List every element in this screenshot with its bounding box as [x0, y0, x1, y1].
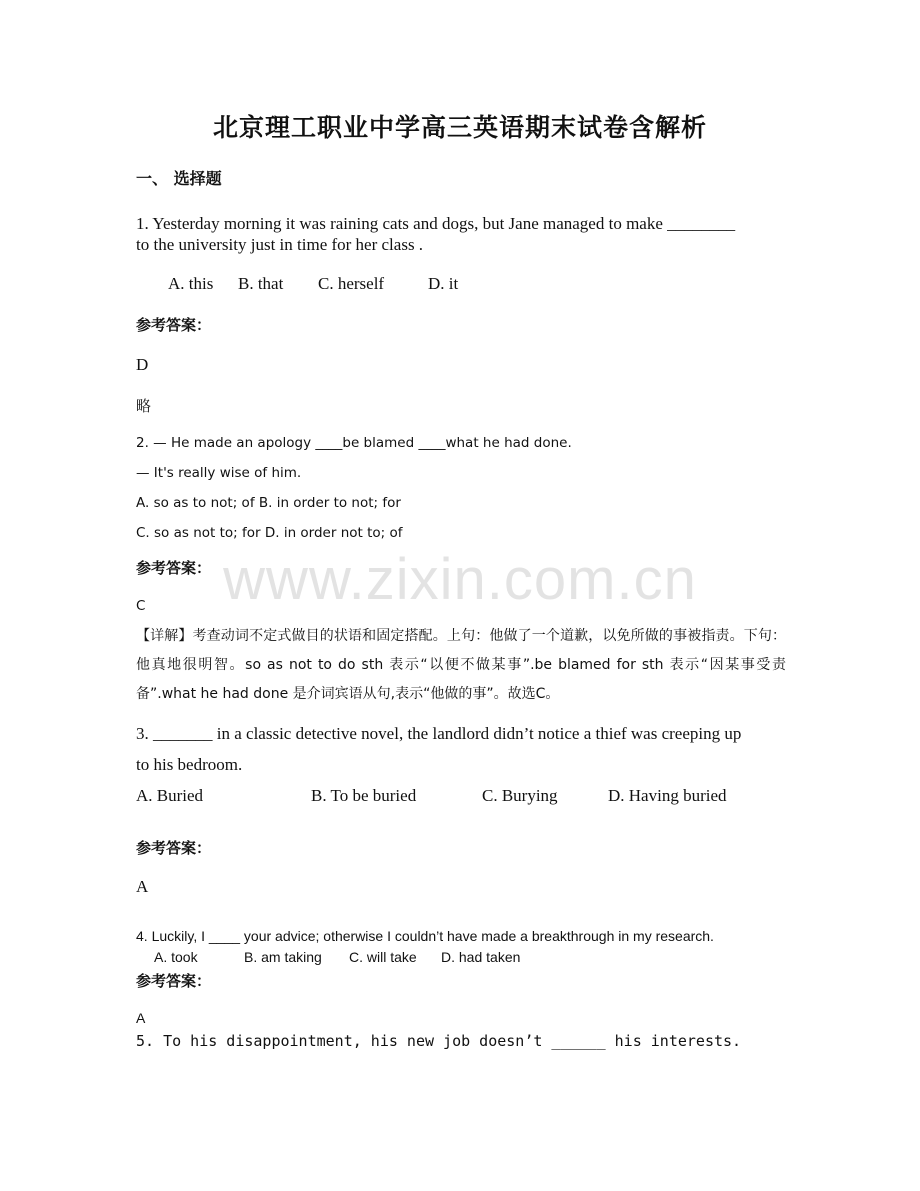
- question-2-options-ab: A. so as to not; of B. in order to not; for: [136, 495, 401, 511]
- answer-2: C: [136, 598, 146, 614]
- page-title: 北京理工职业中学高三英语期末试卷含解析: [212, 113, 707, 142]
- question-4-option-a: A. took: [154, 949, 198, 965]
- answer-label-3: 参考答案：: [136, 839, 212, 857]
- answer-1: D: [136, 355, 149, 374]
- answer-2-explanation: 【详解】考查动词不定式做目的状语和固定搭配。上句：他做了一个道歉，以免所做的事被指责。下句：他真地很明智。so as not to do sth 表示“以便不做某事”.be blamed for sth 表示“因某事受责备”.what he had done 是介词宾语从句,表示“他做的事”。故选C。: [136, 628, 786, 702]
- question-5-line1: 5. To his disappointment, his new job doesn’t ______ his interests.: [136, 1032, 742, 1050]
- watermark: www.zixin.com.cn: [223, 547, 697, 612]
- question-1-option-b: B. that: [238, 274, 284, 293]
- question-1-option-a: A. this: [168, 274, 214, 293]
- answer-3: A: [136, 877, 149, 896]
- question-2-line1: 2. — He made an apology ____be blamed ____what he had done.: [136, 435, 572, 451]
- answer-label-1: 参考答案：: [136, 316, 212, 334]
- answer-1-note: 略: [136, 397, 152, 415]
- answer-label-2: 参考答案：: [136, 559, 212, 577]
- question-3-option-a: A. Buried: [136, 786, 204, 805]
- question-3-line2: to his bedroom.: [136, 755, 243, 774]
- question-3-option-d: D. Having buried: [608, 786, 727, 805]
- question-4-option-d: D. had taken: [441, 949, 521, 965]
- question-3-option-c: C. Burying: [482, 786, 558, 805]
- question-2-options-cd: C. so as not to; for D. in order not to; of: [136, 525, 403, 541]
- question-4-option-c: C. will take: [349, 949, 417, 965]
- question-3-option-b: B. To be buried: [311, 786, 417, 805]
- question-4-option-b: B. am taking: [244, 949, 322, 965]
- question-1-line1: 1. Yesterday morning it was raining cats and dogs, but Jane managed to make ________: [136, 214, 736, 233]
- question-3-line1: 3. _______ in a classic detective novel, the landlord didn’t notice a thief was creeping up: [136, 724, 742, 743]
- question-1-option-c: C. herself: [318, 274, 385, 293]
- answer-label-4: 参考答案：: [136, 972, 212, 990]
- section-heading: 一、 选择题: [136, 169, 222, 188]
- answer-4: A: [136, 1010, 146, 1026]
- question-4-line1: 4. Luckily, I ____ your advice; otherwise I couldn’t have made a breakthrough in my research.: [136, 928, 714, 944]
- question-1-line2: to the university just in time for her class .: [136, 235, 424, 254]
- question-1-option-d: D. it: [428, 274, 459, 293]
- question-2-line2: — It's really wise of him.: [136, 465, 302, 481]
